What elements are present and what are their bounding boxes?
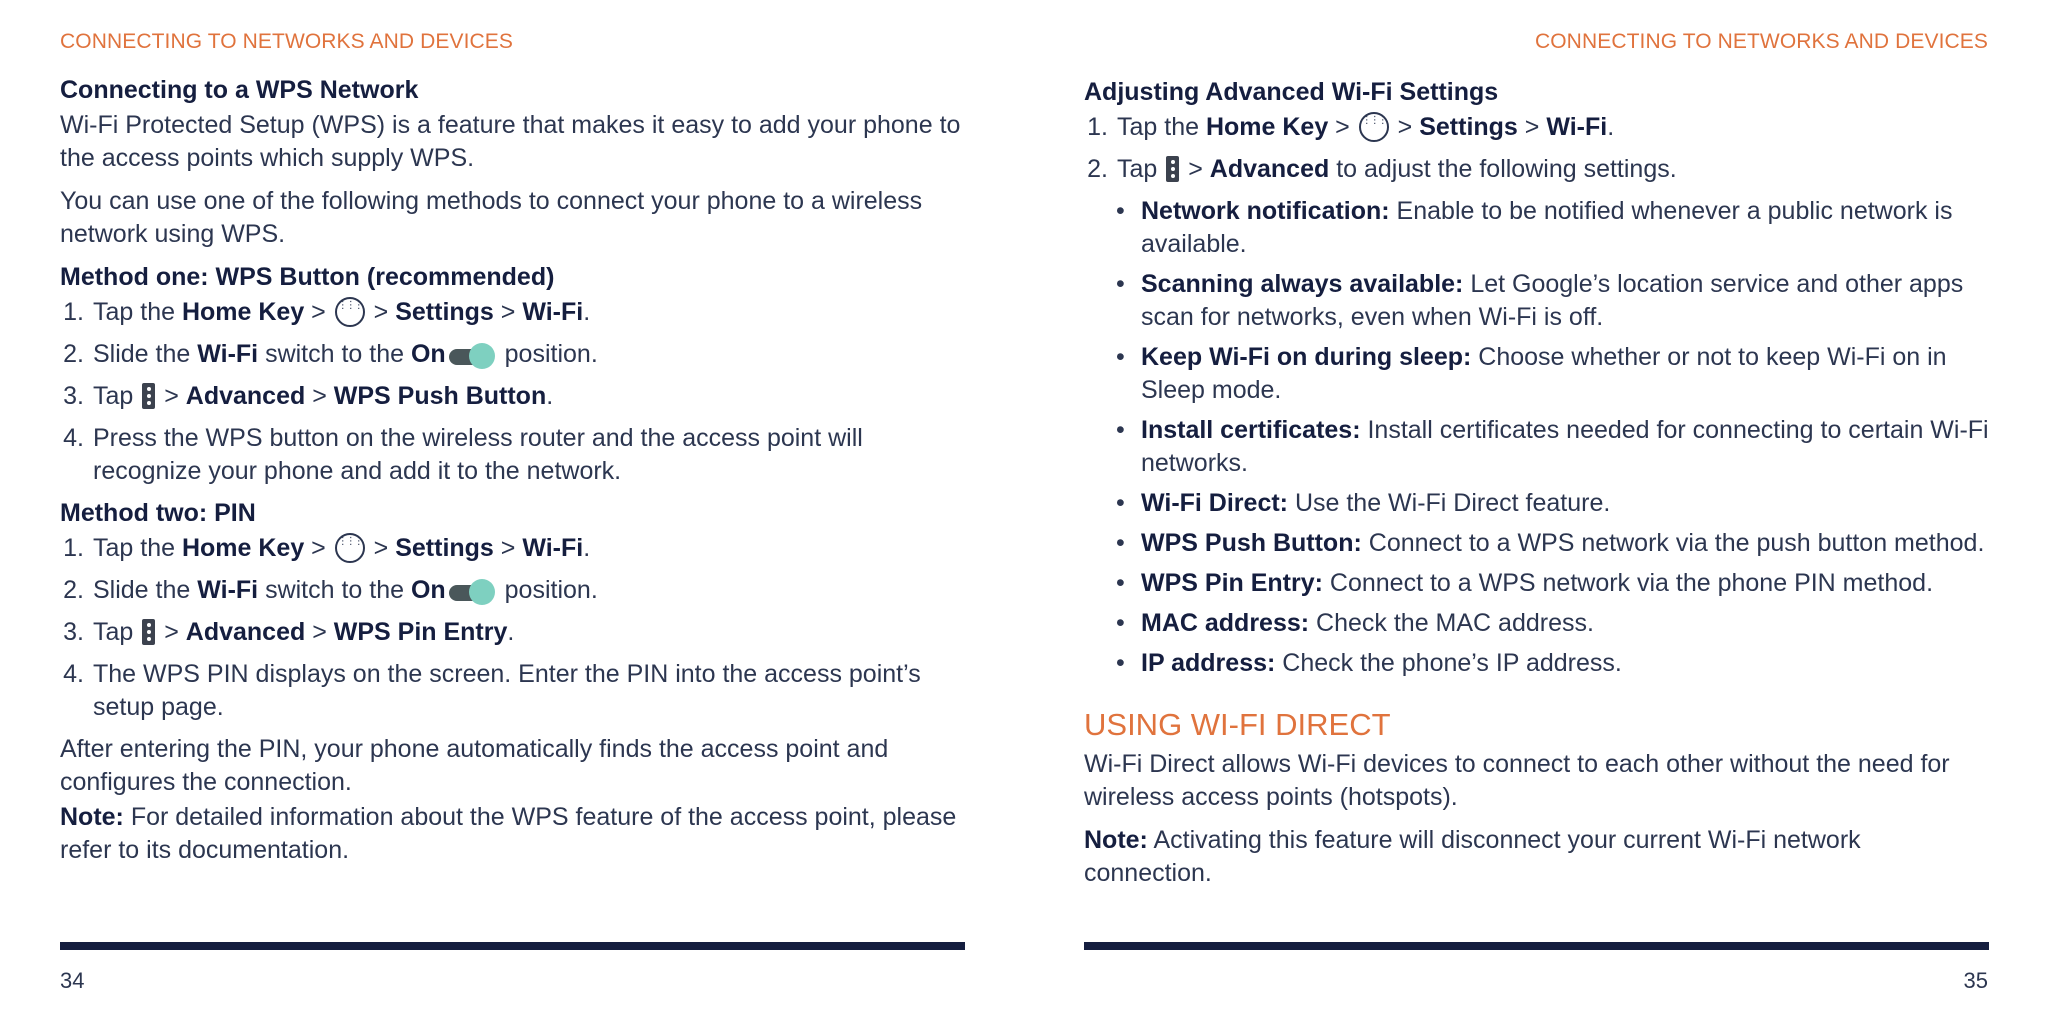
overflow-menu-icon xyxy=(1166,156,1179,182)
step-bold: Wi-Fi xyxy=(1546,113,1608,141)
step-bold: Wi-Fi xyxy=(197,340,259,368)
toggle-switch-on-icon xyxy=(449,579,495,603)
step-text: > xyxy=(366,534,396,562)
page-right xyxy=(1024,0,2048,1024)
apps-circle-icon xyxy=(335,297,365,327)
step-bold: Settings xyxy=(395,298,494,326)
step-text: Press the WPS button on the wireless router and the access point will recognize your phone and add it to the network. xyxy=(93,424,863,485)
step-bold: Wi-Fi xyxy=(197,576,259,604)
note xyxy=(60,801,970,867)
step-number: 4 . xyxy=(60,422,84,455)
list-item xyxy=(60,422,970,488)
bullet-label: Install certificates: xyxy=(1141,416,1361,444)
list-item xyxy=(60,616,970,649)
step-text: . xyxy=(583,534,591,562)
step-bold: Wi-Fi xyxy=(522,534,584,562)
overflow-menu-icon xyxy=(142,383,155,409)
page-content xyxy=(60,74,970,877)
bullet-text: Use the Wi-Fi Direct feature. xyxy=(1288,489,1611,517)
note-label: Note: xyxy=(1084,826,1148,854)
heading-wps: Connecting to a WPS Network xyxy=(60,76,419,104)
step-text: . xyxy=(507,618,515,646)
step-text: > xyxy=(305,382,334,410)
step-number: 1 . xyxy=(60,532,84,565)
steps-advanced xyxy=(1084,111,1994,186)
step-text: The WPS PIN displays on the screen. Enter the PIN into the access point’s setup page. xyxy=(93,660,921,721)
step-number: 1 . xyxy=(1084,111,1108,144)
list-item xyxy=(1084,195,1994,261)
list-item xyxy=(1084,607,1994,640)
list-item xyxy=(1084,487,1994,520)
note-text: Activating this feature will disconnect your current Wi-Fi network connection. xyxy=(1084,826,1861,887)
step-text: > xyxy=(493,298,523,326)
apps-circle-icon xyxy=(1359,112,1389,142)
list-item xyxy=(1084,647,1994,680)
step-number: 2 . xyxy=(1084,153,1108,186)
settings-list xyxy=(1084,195,1994,680)
list-item xyxy=(1084,527,1994,560)
bullet-label: MAC address: xyxy=(1141,609,1310,637)
heading-method-one: Method one: WPS Button (recommended) xyxy=(60,263,555,291)
bullet-text: Check the MAC address. xyxy=(1309,609,1594,637)
paragraph-intro-2: You can use one of the following methods to connect your phone to a wireless network using WPS. xyxy=(60,187,923,248)
list-item xyxy=(1084,153,1994,186)
list-item xyxy=(60,338,970,371)
step-bold: Home Key xyxy=(181,534,305,562)
step-bold: On xyxy=(410,340,446,368)
step-text: > xyxy=(157,382,186,410)
bullet-label: Network notification: xyxy=(1141,197,1390,225)
step-bold: Settings xyxy=(395,534,494,562)
step-text: Tap the xyxy=(1117,113,1206,141)
list-item xyxy=(60,296,970,329)
step-text: > xyxy=(304,298,333,326)
step-text: Tap the xyxy=(93,534,182,562)
bullet-label: IP address: xyxy=(1141,649,1276,677)
bullet-text: Connect to a WPS network via the phone PIN method. xyxy=(1322,569,1934,597)
step-text: > xyxy=(305,618,334,646)
step-text: > xyxy=(304,534,333,562)
bullet-label: Wi-Fi Direct: xyxy=(1141,489,1288,517)
step-text: switch to the xyxy=(258,340,411,368)
running-header: CONNECTING TO NETWORKS AND DEVICES xyxy=(60,30,514,53)
page-content xyxy=(1084,76,1994,900)
step-text: Tap xyxy=(93,618,141,646)
step-bold: Home Key xyxy=(181,298,305,326)
step-text: Tap xyxy=(93,382,141,410)
step-text: switch to the xyxy=(258,576,411,604)
step-text: Tap xyxy=(1117,155,1165,183)
step-bold: WPS Push Button xyxy=(333,382,547,410)
footer-rule xyxy=(60,942,965,950)
bullet-label: WPS Push Button: xyxy=(1141,529,1362,557)
step-text: > xyxy=(366,298,396,326)
running-header: CONNECTING TO NETWORKS AND DEVICES xyxy=(1534,30,1988,53)
note-label: Note: xyxy=(60,803,124,831)
bullet-label: Keep Wi-Fi on during sleep: xyxy=(1141,343,1472,371)
step-number: 4 . xyxy=(60,658,84,691)
step-text: > xyxy=(1517,113,1547,141)
step-text: . xyxy=(546,382,554,410)
apps-circle-icon xyxy=(335,533,365,563)
heading-advanced-wifi: Adjusting Advanced Wi-Fi Settings xyxy=(1084,78,1499,106)
step-number: 3 . xyxy=(60,380,84,413)
step-bold: Wi-Fi xyxy=(522,298,584,326)
paragraph-intro: Wi-Fi Protected Setup (WPS) is a feature that makes it easy to add your phone to the access points which supply WPS. xyxy=(60,111,961,172)
paragraph-wifi-direct: Wi-Fi Direct allows Wi-Fi devices to connect to each other without the need for wireless access points (hotspots). xyxy=(1084,750,1950,811)
note xyxy=(1084,824,1994,890)
paragraph-after: After entering the PIN, your phone automatically finds the access point and configures the connection. xyxy=(60,735,889,796)
step-bold: Advanced xyxy=(185,618,306,646)
step-number: 2 . xyxy=(60,574,84,607)
step-bold: Settings xyxy=(1419,113,1518,141)
overflow-menu-icon xyxy=(142,619,155,645)
list-item xyxy=(1084,111,1994,144)
toggle-switch-on-icon xyxy=(449,343,495,367)
step-text: Tap the xyxy=(93,298,182,326)
step-text: . xyxy=(583,298,591,326)
step-bold: Home Key xyxy=(1205,113,1329,141)
page-number: 34 xyxy=(60,968,85,993)
list-item xyxy=(60,380,970,413)
step-bold: Advanced xyxy=(185,382,306,410)
step-number: 2 . xyxy=(60,338,84,371)
step-text: position. xyxy=(497,340,598,368)
footer-rule xyxy=(1084,942,1989,950)
list-item xyxy=(60,658,970,724)
section-title-wifi-direct: USING WI-FI DIRECT xyxy=(1084,707,1391,742)
list-item xyxy=(1084,567,1994,600)
note-text: For detailed information about the WPS feature of the access point, please refer to its documentation. xyxy=(60,803,957,864)
bullet-label: Scanning always available: xyxy=(1141,270,1464,298)
step-text: > xyxy=(493,534,523,562)
step-bold: Advanced xyxy=(1209,155,1330,183)
list-item xyxy=(1084,341,1994,407)
page-number: 35 xyxy=(1963,968,1988,993)
list-item xyxy=(1084,414,1994,480)
bullet-text: Enable to be notified whenever a public network is available. xyxy=(1141,197,1953,258)
list-item xyxy=(60,532,970,565)
heading-method-two: Method two: PIN xyxy=(60,499,256,527)
list-item xyxy=(60,574,970,607)
step-text: Slide the xyxy=(93,340,198,368)
step-text: > xyxy=(1328,113,1357,141)
step-number: 3 . xyxy=(60,616,84,649)
step-text: . xyxy=(1607,113,1615,141)
step-number: 1 . xyxy=(60,296,84,329)
step-bold: WPS Pin Entry xyxy=(333,618,508,646)
bullet-text: Choose whether or not to keep Wi-Fi on in Sleep mode. xyxy=(1141,343,1947,404)
step-text: to adjust the following settings. xyxy=(1329,155,1677,183)
bullet-text: Install certificates needed for connecting to certain Wi-Fi networks. xyxy=(1141,416,1989,477)
step-text: > xyxy=(1390,113,1420,141)
steps-method-two xyxy=(60,532,970,724)
list-item xyxy=(1084,268,1994,334)
step-text: > xyxy=(157,618,186,646)
step-text: > xyxy=(1181,155,1210,183)
bullet-text: Let Google’s location service and other apps scan for networks, even when Wi-Fi is off. xyxy=(1141,270,1964,331)
step-bold: On xyxy=(410,576,446,604)
step-text: position. xyxy=(497,576,598,604)
step-text: Slide the xyxy=(93,576,198,604)
bullet-text: Connect to a WPS network via the push button method. xyxy=(1361,529,1985,557)
bullet-label: WPS Pin Entry: xyxy=(1141,569,1323,597)
bullet-text: Check the phone’s IP address. xyxy=(1275,649,1622,677)
steps-method-one xyxy=(60,296,970,488)
